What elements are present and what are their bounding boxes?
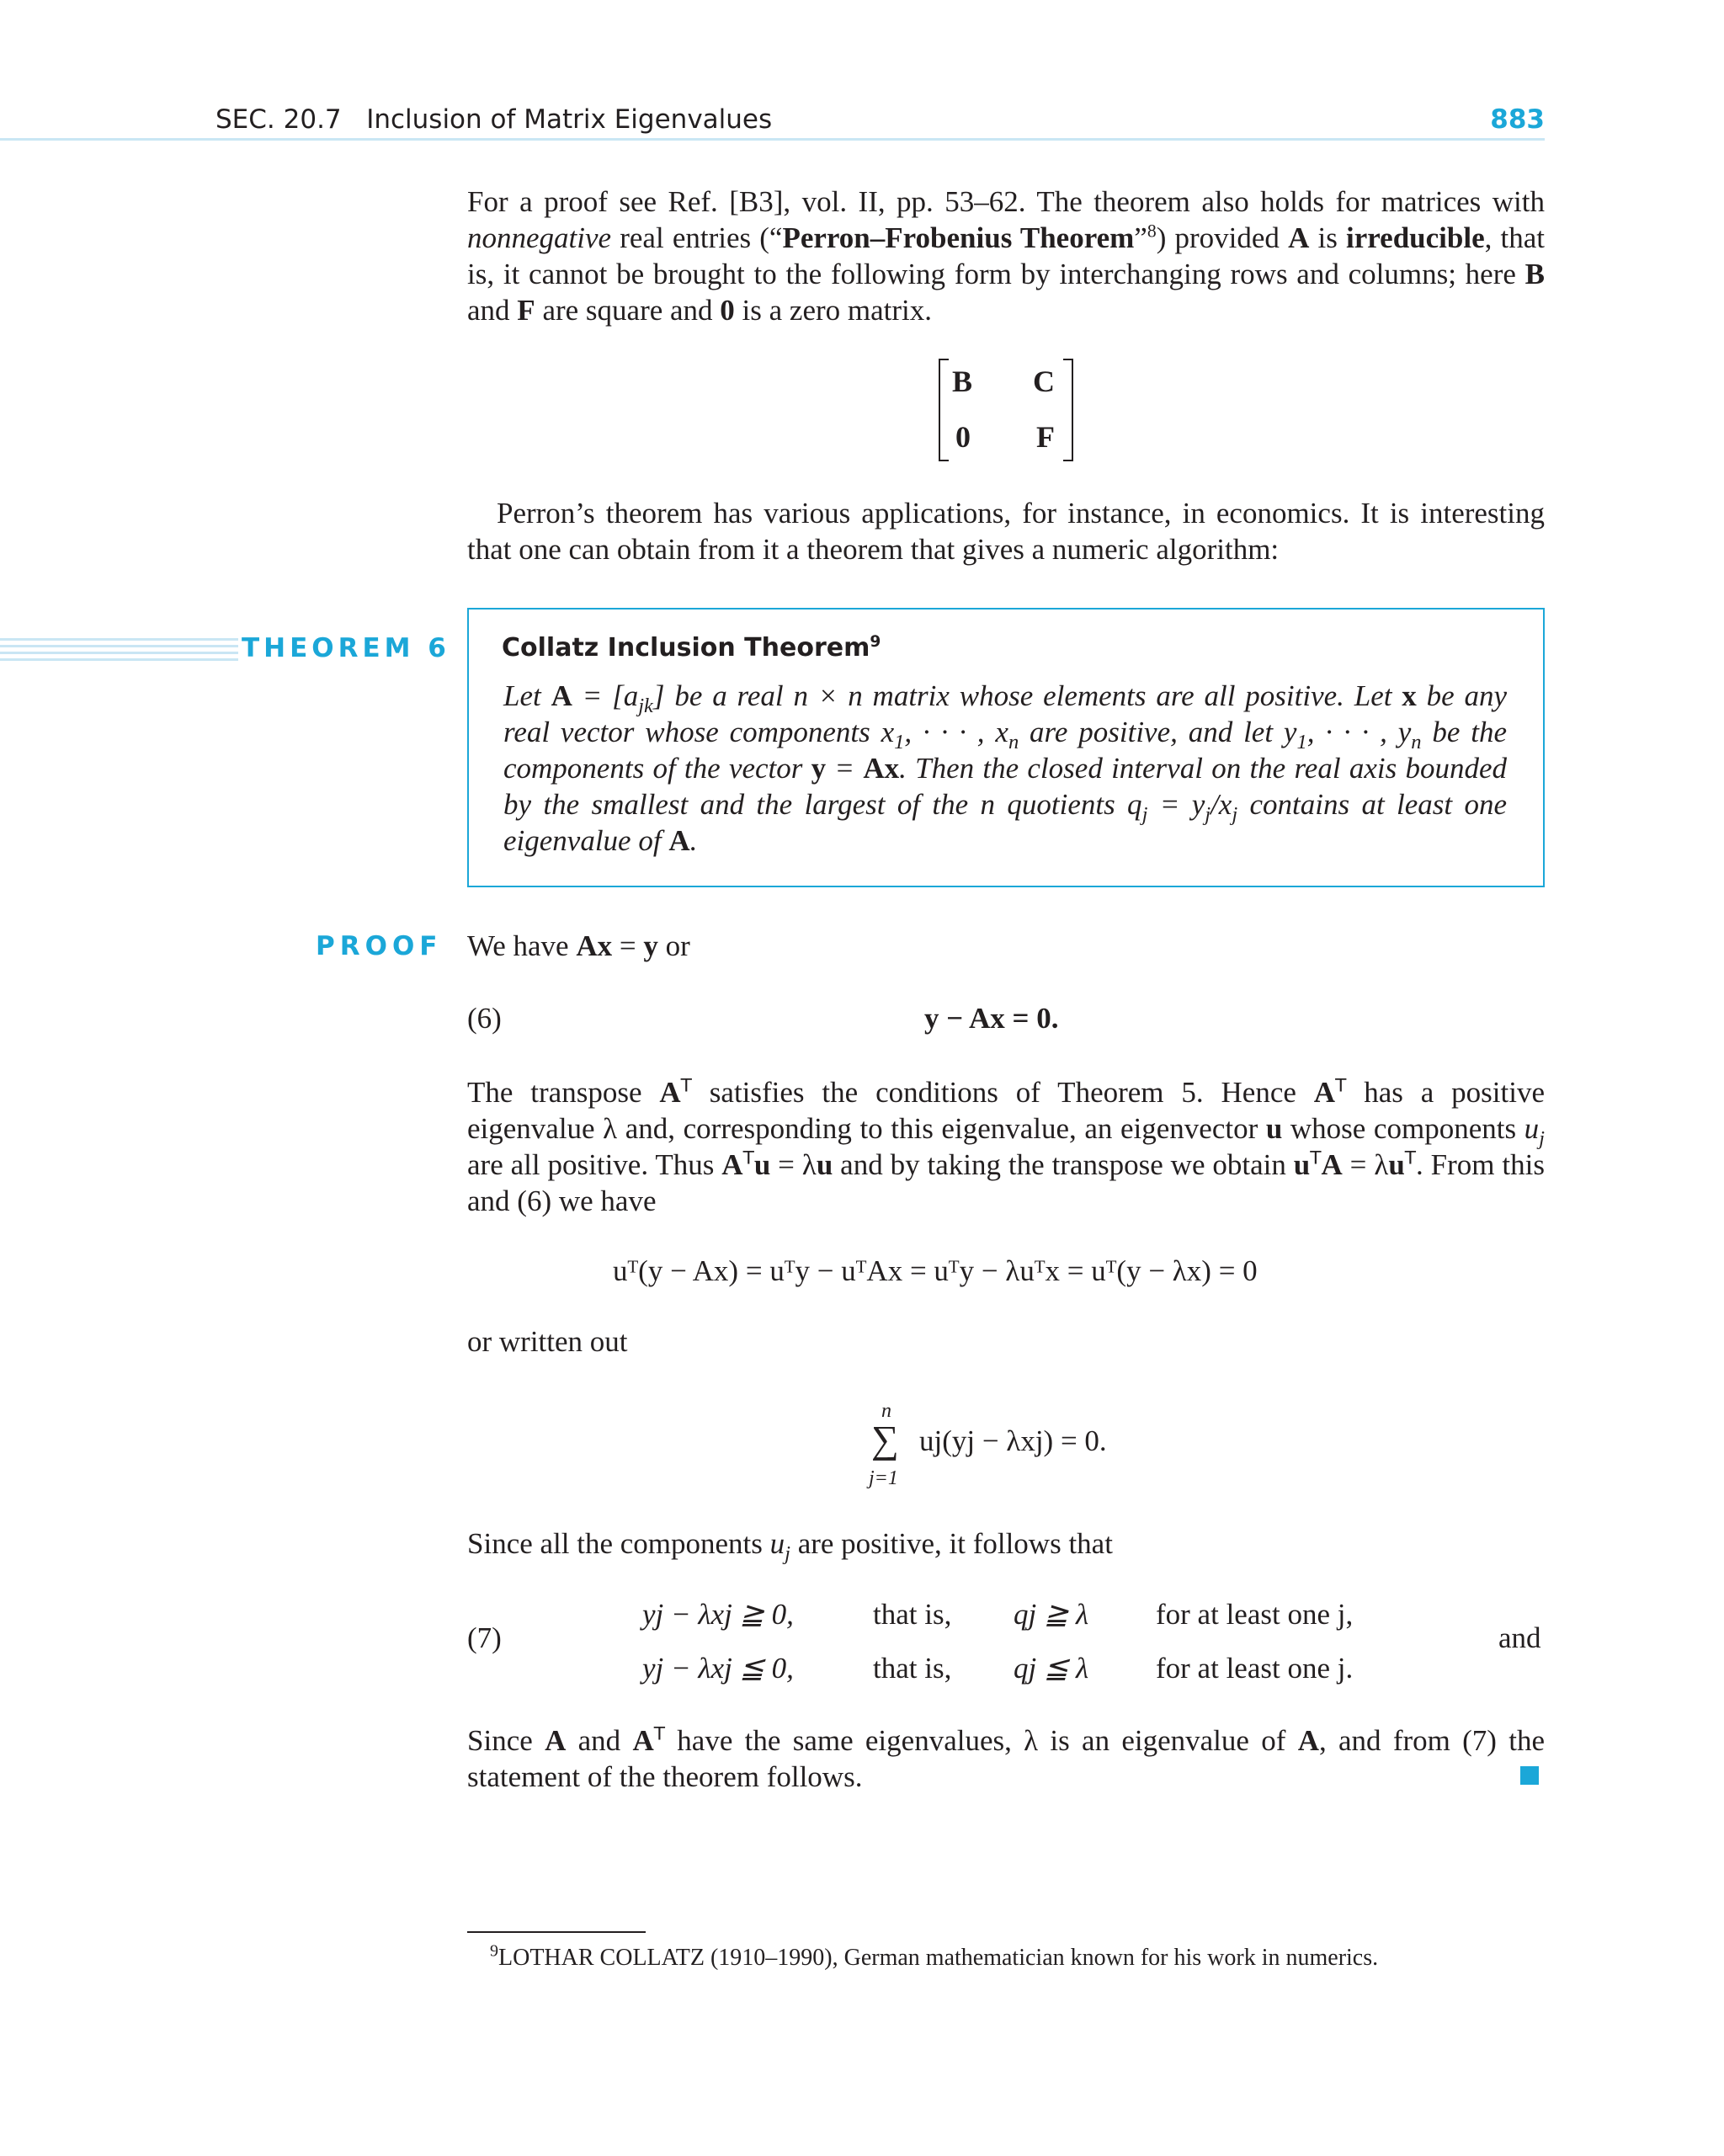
eq7-row2-end: for at least one j. [1156, 1652, 1354, 1685]
matrix-cell-c: C [1033, 365, 1055, 398]
end-of-proof-square [1520, 1766, 1539, 1785]
eq7-row1-mid: that is, [873, 1598, 952, 1631]
sum-upper-limit: n [881, 1400, 891, 1422]
equation-number-7: (7) [467, 1621, 502, 1654]
proof-first-line: We have Ax = y or [467, 929, 690, 962]
matrix-cell-f: F [1036, 420, 1055, 454]
matrix-cell-b: B [952, 365, 973, 398]
equation-6: y − Ax = 0. [924, 1002, 1059, 1035]
transpose-equation: uᵀ(y − Ax) = uᵀy − uᵀAx = uᵀy − λuᵀx = uᵀ(y − λx) = 0 [613, 1254, 1258, 1287]
proof-label: PROOF [316, 931, 443, 961]
eq7-row1-end: for at least one j, [1156, 1598, 1354, 1631]
since-line: Since all the components $u_j$ are positive, it follows that [467, 1527, 1113, 1565]
right-bracket [1063, 359, 1073, 461]
perron-paragraph: Perron’s theorem has various applications, for instance, in economics. It is interesting that one can obtain from it a theorem that gives a numeric algorithm: [467, 497, 1545, 566]
summation-equation [859, 1402, 1179, 1503]
theorem-title: Collatz Inclusion Theorem$^9$ [502, 633, 881, 663]
eq7-row2-lhs: yj − λxj ≦ 0, [642, 1652, 794, 1685]
eq7-row2-mid: that is, [873, 1652, 952, 1685]
eq7-row2-q: qj ≦ λ [1014, 1652, 1089, 1685]
intro-paragraph: For a proof see Ref. [B3], vol. II, pp. 53–62. The theorem also holds for matrices with nonnegative real entries (“Perron–Frobenius Theorem”$^8$) provided A is irreducible, that is, it cannot be brought to the following form by interchanging rows and columns; here B and F are square and 0 is a zero matrix. [467, 185, 1545, 327]
sum-lower-limit: j=1 [869, 1467, 898, 1489]
written-out-text: or written out [467, 1325, 628, 1358]
footnote: $^9$LOTHAR COLLATZ (1910–1990), German mathematician known for his work in numerics. [490, 1941, 1379, 1971]
sum-body: uj(yj − λxj) = 0. [919, 1424, 1107, 1457]
eq7-row1-lhs: yj − λxj ≧ 0, [642, 1598, 794, 1631]
equation-number-6: (6) [467, 1002, 502, 1035]
header-rule [0, 138, 1545, 141]
theorem-label: THEOREM 6 [238, 633, 450, 663]
matrix-cell-zero: 0 [955, 420, 971, 454]
left-bracket [939, 359, 949, 461]
final-paragraph: Since A and $A^T$ have the same eigenvalues, λ is an eigenvalue of A, and from (7) the statement of the theorem follows. [467, 1723, 1546, 1793]
sigma-symbol: ∑ [871, 1418, 899, 1461]
equation-7-and: and [1498, 1621, 1541, 1654]
transpose-paragraph: The transpose $A^T$ satisfies the conditions of Theorem 5. Hence $A^T$ has a positive eigenvalue λ and, corresponding to this eigenvalue, an eigenvector u whose components $u_j$ are all positive. Thus $A^Tu = \lambda u$ and by taking the transpose we obtain $u^TA = \lambda u^T$. From this and (6) we have [467, 1075, 1546, 1217]
footnote-rule [467, 1931, 646, 1933]
running-head: SEC. 20.7 Inclusion of Matrix Eigenvalues [216, 104, 773, 135]
eq7-row1-q: qj ≧ λ [1014, 1598, 1089, 1631]
theorem-statement: Let $A = [a_{jk}]$ be a real n × n matrix whose elements are all positive. Let x be any real vector whose components $x_1$, · · · , $x_n$ are positive, and let $y_1$, · · · , $y_n$ be the components of the vector y = Ax. Then the closed interval on the real axis bounded by the smallest and the largest of the n quotients $q_j = y_j/x_j$ contains at least one eigenvalue of A. [503, 679, 1508, 857]
block-matrix [939, 359, 1073, 460]
page-number: 883 [1490, 104, 1545, 135]
